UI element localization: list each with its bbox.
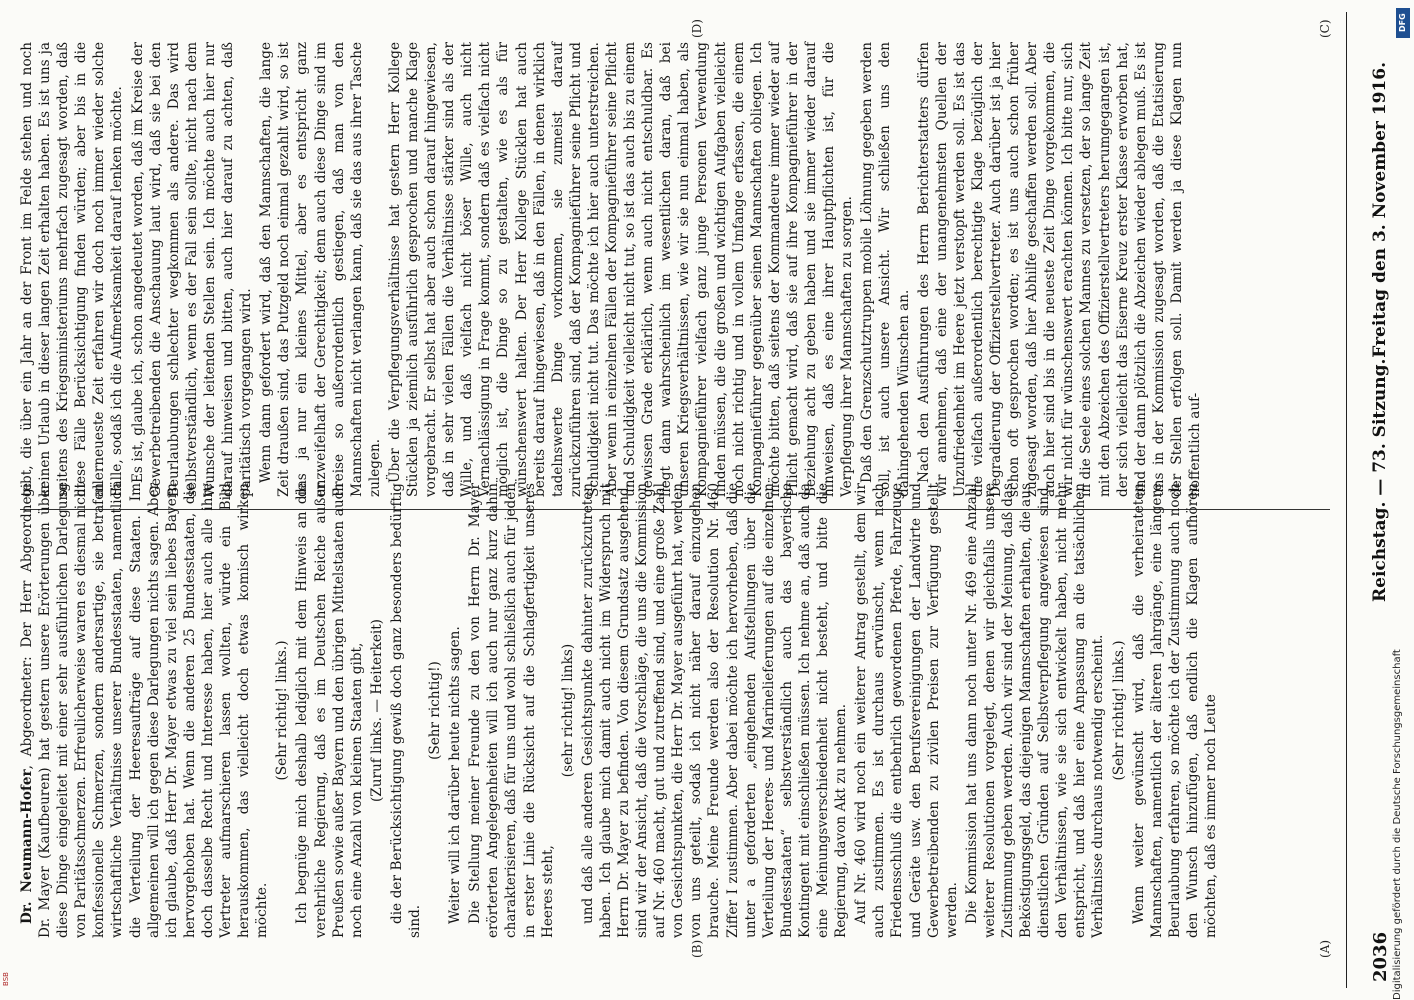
margin-mark-d: (D) — [690, 19, 704, 38]
paragraph — [18, 483, 271, 938]
speaker-name: Dr. Neumann-Hofer — [19, 769, 35, 924]
paragraph: und daß alle anderen Gesichtspunkte dahinter zurückzutreten haben. Ich glaube mich damit auch nicht im Widerspruch mit Herrn Dr. Mayer zu befinden. Von diesem Grundsatz ausgehend, sind wir der Ansicht, daß die Vorschläge, die uns die Kommission auf Nr. 460 macht, gut und zutreffend sind, und eine große Zahl von Gesichtspunkten, die Herr Dr. Mayer ausgeführt hat, werden von uns geteilt, sodaß ich nicht näher darauf einzugehen brauche. Meine Freunde werden also der Resolution Nr. 460 Ziffer I zustimmen. Aber dabei möchte ich hervorheben, daß die unter a geforderten „eingehenden Aufstellungen über die Verteilung der Heeres- und Marinelieferungen auf die einzelnen Bundesstaaten“ selbstverständlich auch das bayerische Kontingent mit einschließen müssen. Ich nehme an, daß auch da eine Meinungsverschiedenheit nicht besteht, und bitte die Regierung, davon Akt zu nehmen. — [579, 483, 850, 938]
right-column — [18, 42, 1336, 497]
margin-mark-b: (B) — [690, 939, 704, 958]
paragraph: Die Kommission hat uns dann noch unter Nr. 469 eine Anzahl weiterer Resolutionen vorgelegt, denen wir gleichfalls unsere Zustimmung geben werden. Auch wir sind der Meinung, daß das Beköstigungsgeld, das diejenigen Mannschaften erhalten, die aus dienstlichen Gründen auf Selbstverpflegung angewiesen sind, den Verhältnissen, wie sie sich entwickelt haben, nicht mehr entspricht, und daß hier eine Anpassung an die tatsächlichen Verhältnisse durchaus notwendig erscheint. — [963, 483, 1107, 938]
paragraph: Weiter will ich darüber heute nichts sagen. — [447, 626, 464, 924]
page-number: 2036 — [1370, 931, 1391, 982]
library-stamp: BSB — [2, 972, 10, 986]
paragraph: Die Stellung meiner Freunde zu den von Herrn Dr. Mayer erörterten Angelegenheiten will ich auch nur ganz kurz dahin charakterisieren, daß für uns und wohl schließlich auch für jeden in erster Linie die Rücksicht auf die Schlagfertigkeit unseres Heeres steht, — [467, 483, 556, 938]
interjection: (Sehr richtig! links.) — [274, 640, 291, 781]
dfg-logo: DFG — [1396, 8, 1410, 38]
session-title: Reichstag. — 73. Sitzung. — [1370, 358, 1390, 602]
paragraph: Daß den Grenzschutztruppen mobile Löhnung gegeben werden soll, ist auch unsere Ansicht. Wir schließen uns den dahingehenden Wünschen an. — [859, 42, 912, 497]
credit-text: Digitalisierung gefördert durch die Deutsche Forschungsgemeinschaft — [1392, 649, 1403, 1000]
paragraph: Wenn dann gefordert wird, daß den Mannschaften, die lange Zeit draußen sind, das Putzgeld noch einmal gezahlt wird, so ist das ja nur ein kleines Mittel, aber es entspricht ganz unzweifelhaft der Gerechtigkeit; denn auch diese Dinge sind im Preise so außerordentlich gestiegen, daß man von den Mannschaften nicht verlangen kann, daß sie das aus ihrer Tasche zulegen. — [258, 42, 383, 497]
paragraph: die der Berücksichtigung gewiß doch ganz besonders bedürftig sind. — [388, 483, 423, 938]
paragraph: Auf Nr. 460 wird noch ein weiterer Antrag gestellt, dem wir auch zustimmen. Es ist durchaus erwünscht, wenn nach Friedensschluß die entbehrlich gewordenen Pferde, Fahrzeuge und Geräte usw. den Berufsvereinigungen der Landwirte und Gewerbetreibenden zu zivilen Preisen zur Verfügung gestellt werden. — [853, 483, 960, 938]
paragraph: Nach den Ausführungen des Herrn Berichterstatters dürfen wir annehmen, daß eine der unangenehmsten Quellen der Unzufriedenheit im Heere jetzt verstopft werden soll. Es ist das die vielfach außerordentlich berechtigte Klage bezüglich der Degradierung der Offizierstellvertreter. Auch darüber ist ja hier schon oft gesprochen worden; es ist uns auch schon früher zugesagt worden, daß hier Abhilfe geschaffen werden soll. Aber auch hier sind bis in die neueste Zeit Dinge vorgekommen, die wir nicht für wünschenswert erachten können. Ich bitte nur, sich in die Seele eines solchen Mannes zu versetzen, der so lange Zeit mit den Abzeichen des Offizierstellvertreters herumgegangen ist, der sich vielleicht das Eiserne Kreuz erster Klasse erworben hat, und der dann plötzlich die Abzeichen wieder ablegen muß. Es ist uns in der Kommission zugesagt worden, daß die Etatisierung der Stellen erfolgen soll. Damit werden ja diese Klagen nun hoffentlich auf- — [915, 42, 1203, 497]
paragraph: gibt, die über ein Jahr an der Front im Felde stehen und noch keinen Urlaub in dieser langen Zeit erhalten haben. Es ist uns ja seitens des Kriegsministeriums mehrfach zugesagt worden, daß diese Fälle Berücksichtigung finden würden; aber bis in die allerneueste Zeit erfahren wir doch noch immer wieder solche Fälle, sodaß ich die Aufmerksamkeit darauf lenken möchte. — [19, 42, 126, 497]
left-column — [18, 483, 1336, 938]
session-date: Freitag den 3. November 1916. — [1370, 62, 1390, 358]
digitization-credit — [1392, 0, 1410, 1000]
interjection: (sehr richtig! links) — [559, 643, 576, 778]
paragraph-text: , Abgeordneter: Der Herr Abgeordnete Dr. Mayer (Kaufbeuren) hat gestern unsere Erörterungen über diese Dinge eingeleitet mit einer sehr ausführlichen Darlegung von Paritätsschmerzen. Erfreulicherweise waren es diesmal nicht konfessionelle Schmerzen, sondern andersartige, sie betrafen wirtschaftliche Verhältnisse unserer Bundesstaaten, namentlich die Verteilung der Heeresaufträge auf diese Staaten. Im allgemeinen will ich gegen diese Darlegungen nichts sagen. Aber ich glaube, daß Herr Dr. Mayer etwas zu viel sein liebes Bayern hervorgehoben hat. Wenn die anderen 25 Bundesstaaten, die doch dasselbe Recht und Interesse haben, hier auch alle ihre Vertreter aufmarschieren lassen wollten, würde ein Bild herauskommen, das vielleicht doch etwas komisch wirken möchte. — [19, 482, 271, 938]
page-header — [1352, 22, 1396, 982]
interjection: (Zuruf links. — Heiterkeit) — [368, 619, 385, 802]
paragraph: Wenn weiter gewünscht wird, daß die verheirateten Mannschaften, namentlich der älteren Jahrgänge, eine längere Beurlaubung erfahren, so möchte ich der Zustimmung auch noch den Wunsch hinzufügen, daß endlich die Klagen aufhören möchten, daß es immer noch Leute — [1130, 483, 1219, 938]
margin-mark-c: (C) — [1318, 19, 1332, 38]
header-rule — [1346, 12, 1347, 988]
paragraph: Über die Verpflegungsverhältnisse hat gestern Herr Kollege Stücklen ja ziemlich ausführlich gesprochen und manche Klage vorgebracht. Er selbst hat aber auch schon darauf hingewiesen, daß in sehr vielen Fällen die Verhältnisse stärker sind als der Wille, und daß vielfach nicht böser Wille, auch nicht Vernachlässigung in Frage kommt, sondern daß es vielfach nicht möglich ist, die Dinge so zu gestalten, wie es als für wünschenswert halten. Der Herr Kollege Stücklen hat auch bereits darauf hingewiesen, daß in den Fällen, in denen wirklich tadelnswerte Dinge vorkommen, sie zumeist darauf zurückzuführen sind, daß der Kompagnieführer seine Pflicht und Schuldigkeit nicht tut. Das möchte ich hier auch unterstreichen. Aber wenn in einzelnen Fällen der Kompagnieführer seine Pflicht und Schuldigkeit vielleicht nicht tut, so ist das auch bis zu einem gewissen Grade erklärlich, wenn auch nicht entschuldbar. Es liegt dann wahrscheinlich im wesentlichen daran, daß bei unseren Kriegsverhältnissen, wie wir sie nun einmal haben, als Kompagnieführer vielfach ganz junge Personen Verwendung finden müssen, die die großen und wichtigen Aufgaben vielleicht noch nicht richtig und in vollem Umfange erfassen, die einem Kompagnieführer gegenüber seinen Mannschaften obliegen. Ich möchte bitten, daß seitens der Kommandeure immer wieder auf Pflicht gemacht wird, daß sie auf ihre Kompagnieführer in der Beziehung acht zu geben haben und sie immer wieder darauf hinweisen, daß es eine ihrer Hauptpflichten ist, für die Verpflegung ihrer Mannschaften zu sorgen. — [386, 42, 856, 497]
interjection: (Sehr richtig! links.) — [1110, 640, 1127, 781]
margin-mark-a: (A) — [1318, 939, 1332, 958]
interjection: (Sehr richtig!) — [427, 661, 444, 760]
paragraph: Es ist, glaube ich, schon angedeutet worden, daß im Kreise der Gewerbetreibenden die Anschauung laut wird, daß sie bei den Beurlaubungen schlechter wegkommen als andere. Das wird selbstverständlich, wenn es der Fall sein sollte, nicht nach dem Wunsche der leitenden Stellen sein. Ich möchte auch hier nur darauf hinweisen und bitten, auch hier darauf zu achten, daß paritätisch vorgegangen wird. — [129, 42, 255, 497]
paragraph: Ich begnüge mich deshalb lediglich mit dem Hinweis an die verehrliche Regierung, daß es im Deutschen Reiche außer Preußen sowie außer Bayern und den übrigen Mittelstaaten auch noch eine Anzahl von kleinen Staaten gibt, — [294, 483, 365, 938]
